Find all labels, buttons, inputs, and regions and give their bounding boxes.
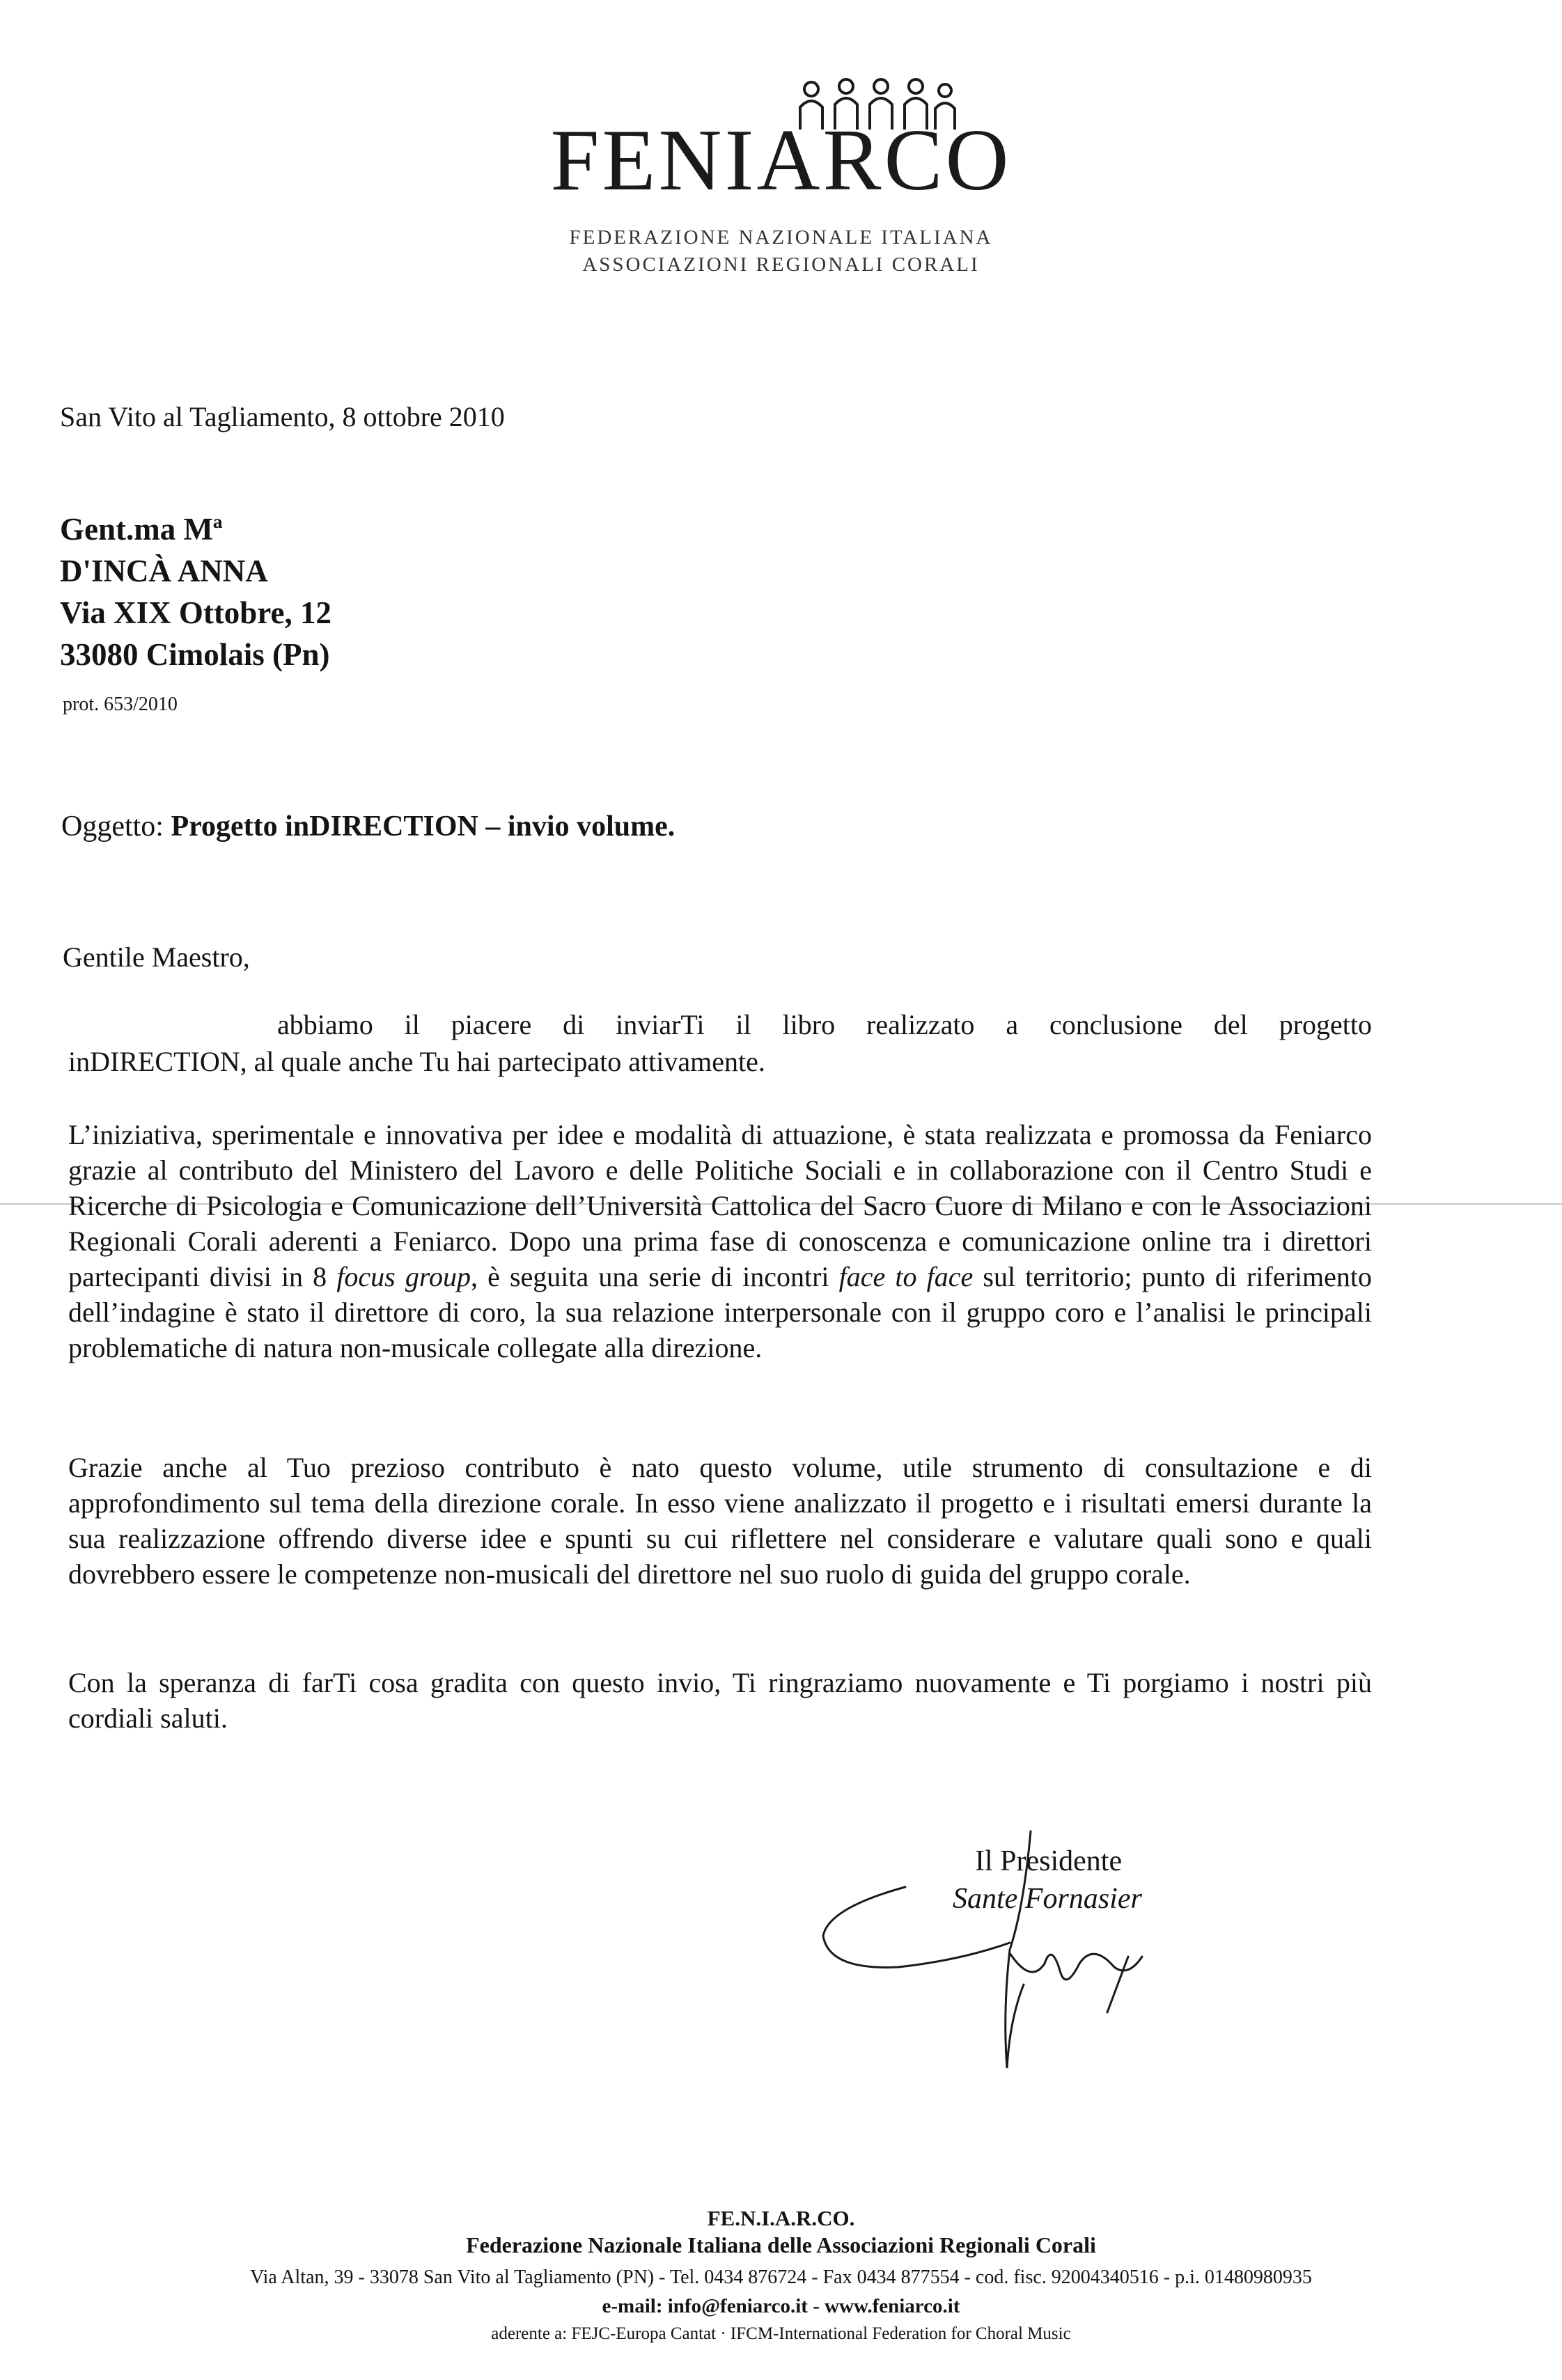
greeting: Gentile Maestro, — [63, 941, 250, 973]
subject-label: Oggetto: — [61, 811, 164, 843]
paragraph-1-line-2: inDIRECTION, al quale anche Tu hai partecipato attivamente. — [68, 1046, 765, 1077]
recipient-street: Via XIX Ottobre, 12 — [60, 595, 331, 630]
feniarco-logo-text: FENIARCO — [550, 112, 1012, 209]
paragraph-2-italic-focus-group: focus group — [336, 1261, 471, 1292]
footer-address: Via Altan, 39 - 33078 San Vito al Tagliamento (PN) - Tel. 0434 876724 - Fax 0434 877554 - cod. fisc. 92004340516 - p.i. 01480980935 — [250, 2267, 1312, 2288]
footer-memberships: aderente a: FEJC-Europa Cantat · IFCM-International Federation for Choral Music — [491, 2324, 1071, 2343]
footer-contacts: e-mail: info@feniarco.it - www.feniarco.it — [602, 2295, 960, 2317]
paragraph-1-line-1: abbiamo il piacere di inviarTi il libro realizzato a conclusione del progetto — [277, 1009, 1372, 1040]
subject-text: Progetto inDIRECTION – invio volume. — [171, 811, 675, 843]
footer-acronym: FE.N.I.A.R.CO. — [707, 2206, 855, 2230]
paragraph-2-text-a: L’iniziativa, sperimentale e innovativa per idee e modalità di attuazione, è stata realizzata e promossa da Feniarco grazie al contributo del Ministero del Lavoro e delle Politiche Sociali e in collaborazione con il Centro Studi e Ricerche di Psicologia e Comunicazione dell’Università Cattolica del Sacro Cuore di Milano e con le Associazioni Regionali Corali aderenti a Feniarco. Dopo una prima fase di conoscenza e comunicazione online tra i direttori partecipanti divisi in 8 — [68, 1119, 1372, 1292]
letterhead-subtitle-2: ASSOCIAZIONI REGIONALI CORALI — [582, 253, 980, 276]
subject-line — [61, 809, 675, 844]
recipient-city: 33080 Cimolais (Pn) — [60, 637, 330, 672]
recipient-name: D'INCÀ ANNA — [60, 554, 268, 588]
letterhead-subtitle-1: FEDERAZIONE NAZIONALE ITALIANA — [569, 226, 993, 249]
place-date: San Vito al Tagliamento, 8 ottobre 2010 — [60, 401, 505, 432]
footer-org-name: Federazione Nazionale Italiana delle Associazioni Regionali Corali — [466, 2232, 1096, 2257]
signature-title: Il Presidente — [975, 1845, 1123, 1877]
recipient-block — [60, 508, 331, 675]
paragraph-2-italic-face-to-face: face to face — [838, 1261, 974, 1292]
signature-name: Sante Fornasier — [953, 1883, 1142, 1915]
paragraph-2-text-b: , è seguita una serie di incontri — [470, 1261, 829, 1292]
recipient-salutation: Gent.ma Mª — [60, 512, 223, 547]
paragraph-2 — [68, 1117, 1372, 1365]
paragraph-4: Con la speranza di farTi cosa gradita con questo invio, Ti ringraziamo nuovamente e Ti porgiamo i nostri più cordiali saluti. — [68, 1667, 1372, 1734]
protocol-number: prot. 653/2010 — [63, 694, 178, 715]
paragraph-2-text-c: sul territorio; punto di riferimento dell’indagine è stato il direttore di coro, la sua relazione interpersonale con il gruppo coro e l’analisi le principali problematiche di natura non-musicale collegate alla direzione. — [68, 1261, 1373, 1363]
paragraph-3: Grazie anche al Tuo prezioso contributo è nato questo volume, utile strumento di consultazione e di approfondimento sul tema della direzione corale. In esso viene analizzato il progetto e i risultati emersi durante la sua realizzazione offrendo diverse idee e spunti su cui riflettere nel considerare e valutare quali sono e quali dovrebbero essere le competenze non-musicali del direttore nel suo ruolo di guida del gruppo corale. — [68, 1452, 1372, 1590]
